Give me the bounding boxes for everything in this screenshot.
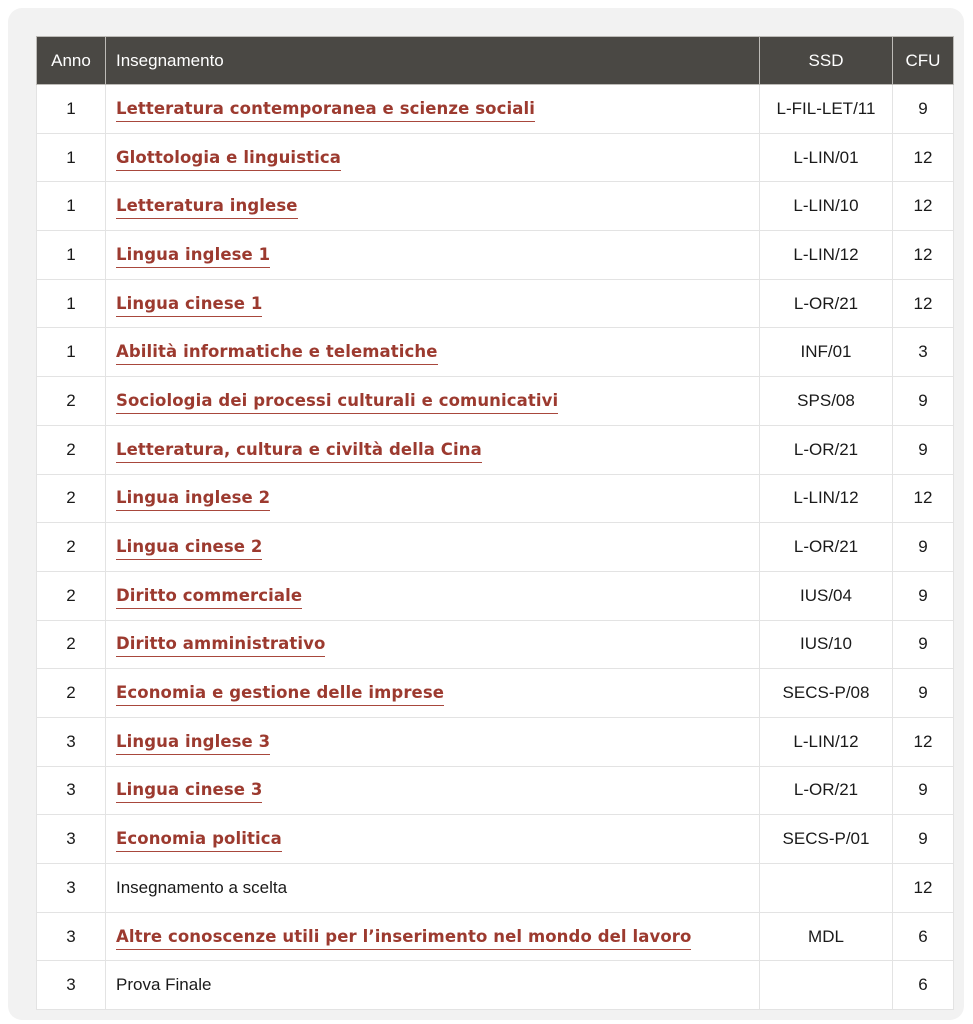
table-row (37, 620, 954, 669)
cell-anno: 3 (37, 815, 106, 864)
study-plan-table (36, 36, 954, 1010)
cell-cfu: 6 (893, 912, 954, 961)
cell-cfu: 9 (893, 620, 954, 669)
cell-insegnamento (106, 133, 760, 182)
cell-cfu: 9 (893, 85, 954, 134)
cell-anno: 2 (37, 523, 106, 572)
cell-cfu: 9 (893, 669, 954, 718)
course-link[interactable]: Lingua inglese 3 (116, 732, 270, 755)
cell-insegnamento (106, 279, 760, 328)
cell-cfu: 12 (893, 231, 954, 280)
course-link[interactable]: Diritto amministrativo (116, 634, 325, 657)
course-name: Insegnamento a scelta (116, 877, 288, 897)
cell-cfu: 12 (893, 279, 954, 328)
course-link[interactable]: Lingua inglese 2 (116, 488, 270, 511)
cell-insegnamento (106, 377, 760, 426)
cell-ssd: L-FIL-LET/11 (760, 85, 893, 134)
cell-ssd: INF/01 (760, 328, 893, 377)
table-body (37, 85, 954, 1010)
course-link[interactable]: Lingua cinese 1 (116, 294, 262, 317)
cell-insegnamento (106, 815, 760, 864)
cell-anno: 1 (37, 85, 106, 134)
cell-cfu: 12 (893, 717, 954, 766)
cell-ssd: SECS-P/08 (760, 669, 893, 718)
course-link[interactable]: Letteratura, cultura e civiltà della Cina (116, 440, 482, 463)
cell-ssd: L-OR/21 (760, 766, 893, 815)
course-name: Prova Finale (116, 975, 212, 995)
cell-cfu: 12 (893, 864, 954, 913)
course-link[interactable]: Lingua inglese 1 (116, 245, 270, 268)
course-link[interactable]: Sociologia dei processi culturali e comunicativi (116, 391, 558, 414)
cell-insegnamento (106, 912, 760, 961)
cell-ssd: IUS/10 (760, 620, 893, 669)
table-row (37, 571, 954, 620)
course-link[interactable]: Economia e gestione delle imprese (116, 683, 444, 706)
table-row (37, 182, 954, 231)
cell-insegnamento (106, 85, 760, 134)
cell-cfu: 9 (893, 815, 954, 864)
cell-anno: 2 (37, 620, 106, 669)
table-row (37, 815, 954, 864)
cell-insegnamento (106, 474, 760, 523)
cell-ssd: SECS-P/01 (760, 815, 893, 864)
table-row (37, 912, 954, 961)
course-link[interactable]: Economia politica (116, 829, 282, 852)
cell-ssd (760, 961, 893, 1010)
cell-insegnamento (106, 231, 760, 280)
cell-anno: 3 (37, 717, 106, 766)
table-row (37, 961, 954, 1010)
table-row (37, 377, 954, 426)
cell-insegnamento (106, 425, 760, 474)
cell-anno: 3 (37, 864, 106, 913)
cell-anno: 1 (37, 231, 106, 280)
cell-anno: 3 (37, 766, 106, 815)
table-row (37, 425, 954, 474)
cell-insegnamento (106, 523, 760, 572)
cell-ssd: SPS/08 (760, 377, 893, 426)
course-link[interactable]: Letteratura contemporanea e scienze sociali (116, 99, 535, 122)
table-row (37, 85, 954, 134)
cell-insegnamento (106, 864, 760, 913)
course-link[interactable]: Diritto commerciale (116, 586, 302, 609)
cell-ssd: L-OR/21 (760, 425, 893, 474)
cell-insegnamento (106, 571, 760, 620)
course-link[interactable]: Glottologia e linguistica (116, 148, 341, 171)
cell-ssd: MDL (760, 912, 893, 961)
header-ssd: SSD (760, 37, 893, 85)
cell-cfu: 12 (893, 474, 954, 523)
course-link[interactable]: Lingua cinese 2 (116, 537, 262, 560)
cell-anno: 1 (37, 279, 106, 328)
cell-ssd: L-LIN/12 (760, 231, 893, 280)
cell-anno: 1 (37, 133, 106, 182)
course-link[interactable]: Lingua cinese 3 (116, 780, 262, 803)
cell-cfu: 3 (893, 328, 954, 377)
cell-anno: 3 (37, 961, 106, 1010)
cell-insegnamento (106, 961, 760, 1010)
cell-ssd: L-OR/21 (760, 279, 893, 328)
cell-cfu: 12 (893, 133, 954, 182)
cell-ssd (760, 864, 893, 913)
cell-insegnamento (106, 766, 760, 815)
table-row (37, 669, 954, 718)
cell-anno: 2 (37, 474, 106, 523)
cell-anno: 2 (37, 669, 106, 718)
table-header-row (37, 37, 954, 85)
table-row (37, 523, 954, 572)
header-insegnamento: Insegnamento (106, 37, 760, 85)
cell-ssd: L-OR/21 (760, 523, 893, 572)
course-link[interactable]: Abilità informatiche e telematiche (116, 342, 438, 365)
cell-insegnamento (106, 620, 760, 669)
table-row (37, 279, 954, 328)
cell-cfu: 12 (893, 182, 954, 231)
cell-anno: 1 (37, 328, 106, 377)
header-anno: Anno (37, 37, 106, 85)
cell-anno: 2 (37, 425, 106, 474)
cell-anno: 2 (37, 571, 106, 620)
course-link[interactable]: Altre conoscenze utili per l’inserimento nel mondo del lavoro (116, 927, 691, 950)
cell-cfu: 9 (893, 425, 954, 474)
table-row (37, 474, 954, 523)
cell-cfu: 9 (893, 523, 954, 572)
cell-cfu: 9 (893, 571, 954, 620)
cell-cfu: 9 (893, 377, 954, 426)
table-row (37, 133, 954, 182)
cell-ssd: IUS/04 (760, 571, 893, 620)
cell-anno: 1 (37, 182, 106, 231)
table-row (37, 328, 954, 377)
cell-ssd: L-LIN/01 (760, 133, 893, 182)
cell-anno: 2 (37, 377, 106, 426)
cell-ssd: L-LIN/12 (760, 474, 893, 523)
cell-ssd: L-LIN/12 (760, 717, 893, 766)
cell-insegnamento (106, 669, 760, 718)
table-row (37, 717, 954, 766)
table-row (37, 231, 954, 280)
content-panel (8, 8, 964, 1020)
cell-ssd: L-LIN/10 (760, 182, 893, 231)
cell-anno: 3 (37, 912, 106, 961)
cell-insegnamento (106, 328, 760, 377)
cell-insegnamento (106, 717, 760, 766)
course-link[interactable]: Letteratura inglese (116, 196, 298, 219)
header-cfu: CFU (893, 37, 954, 85)
table-row (37, 766, 954, 815)
cell-cfu: 9 (893, 766, 954, 815)
cell-cfu: 6 (893, 961, 954, 1010)
table-row (37, 864, 954, 913)
cell-insegnamento (106, 182, 760, 231)
